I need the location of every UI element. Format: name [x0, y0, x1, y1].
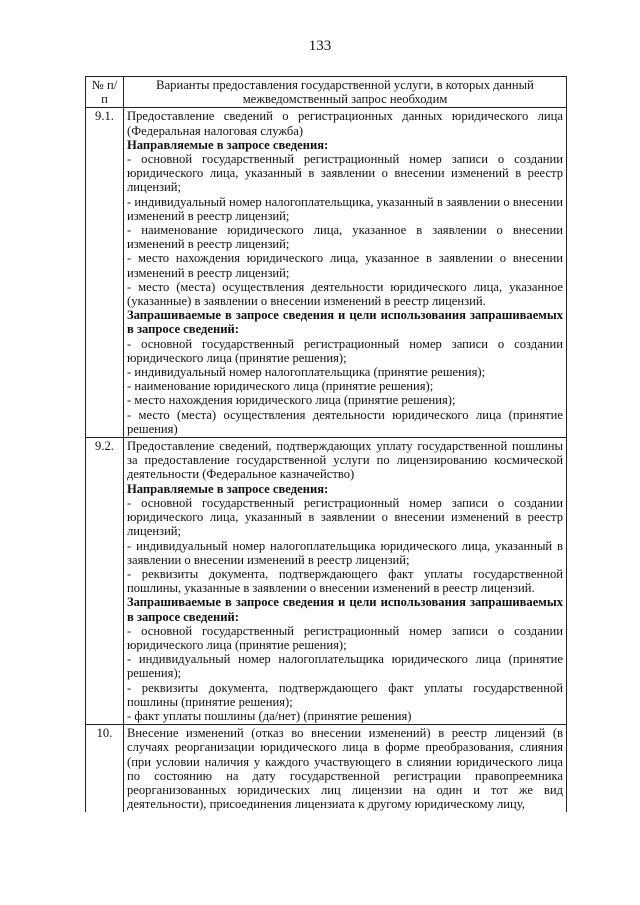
row-content [124, 725, 567, 813]
list-item: - наименование юридического лица (принятие решения); [127, 379, 434, 394]
services-table [85, 76, 567, 812]
list-item: - наименование юридического лица, указанное в заявлении о внесении изменений в реестр лицензий; [127, 223, 563, 252]
list-item: - место нахождения юридического лица (принятие решения); [127, 393, 456, 408]
list-item: - место (места) осуществления деятельности юридического лица (принятие решения) [127, 407, 563, 436]
list-item: - место (места) осуществления деятельности юридического лица, указанное (указанные) в заявлении о внесении изменений в реестр лицензий. [127, 279, 563, 309]
row-intro: Предоставление сведений о регистрационных данных юридического лица (Федеральная налоговая служба) [127, 109, 563, 138]
row-content [124, 438, 567, 725]
row-content [124, 108, 567, 438]
header-title-cell: Варианты предоставления государственной услуги, в которых данный межведомственный запрос необходим [124, 77, 567, 108]
table-row [86, 108, 567, 438]
sent-heading: Направляемые в запросе сведения: [127, 481, 329, 496]
page-number: 133 [308, 38, 332, 54]
list-item: - факт уплаты пошлины (да/нет) (принятие решения) [127, 708, 412, 723]
list-item: - основной государственный регистрационный номер записи о создании юридического лица (принятие решения); [127, 336, 563, 365]
list-item: - основной государственный регистрационный номер записи о создании юридического лица, указанный в заявлении о внесении изменений в реестр лицензий; [127, 495, 563, 539]
table-row [86, 438, 567, 725]
sent-heading: Направляемые в запросе сведения: [127, 137, 329, 152]
row-number: 10. [86, 725, 124, 813]
list-item: - основной государственный регистрационный номер записи о создании юридического лица (принятие решения); [127, 623, 563, 652]
requested-heading: Запрашиваемые в запросе сведения и цели использования запрашиваемых в запросе сведений: [127, 595, 563, 624]
list-item: - индивидуальный номер налогоплательщика юридического лица, указанный в заявлении о внесении изменений в реестр лицензий; [127, 538, 563, 567]
table-row [86, 725, 567, 813]
row-intro: Внесение изменений (отказ во внесении изменений) в реестр лицензий (в случаях реорганизации юридического лица в форме преобразования, слияния (при условии наличия у каждого участвующего в слиянии юридического лица по состоянию на дату государственной регистрации правопреемника реорганизованных юридических лиц лицензии на один и тот же вид деятельности), присоединения лицензиата к другому юридическому лицу, [127, 726, 563, 812]
list-item: - реквизиты документа, подтверждающего факт уплаты государственной пошлины, указанные в заявлении о внесении изменений в реестр лицензий. [127, 566, 563, 596]
row-number: 9.1. [86, 108, 124, 438]
list-item: - место нахождения юридического лица, указанное в заявлении о внесении изменений в реестр лицензий; [127, 251, 563, 280]
table-header-row [86, 77, 567, 108]
list-item: - индивидуальный номер налогоплательщика (принятие решения); [127, 365, 486, 380]
list-item: - индивидуальный номер налогоплательщика юридического лица (принятие решения); [127, 652, 563, 681]
list-item: - реквизиты документа, подтверждающего факт уплаты государственной пошлины (принятие решения); [127, 680, 563, 709]
row-number: 9.2. [86, 438, 124, 725]
header-num-cell: № п/п [86, 77, 124, 108]
row-intro: Предоставление сведений, подтверждающих уплату государственной пошлины за предоставление государственной услуги по лицензированию космической деятельности (Федеральное казначейство) [127, 439, 563, 482]
requested-heading: Запрашиваемые в запросе сведения и цели использования запрашиваемых в запросе сведений: [127, 308, 563, 337]
list-item: - индивидуальный номер налогоплательщика, указанный в заявлении о внесении изменений в реестр лицензий; [127, 194, 563, 223]
list-item: - основной государственный регистрационный номер записи о создании юридического лица, указанный в заявлении о внесении изменений в реестр лицензий; [127, 152, 563, 195]
